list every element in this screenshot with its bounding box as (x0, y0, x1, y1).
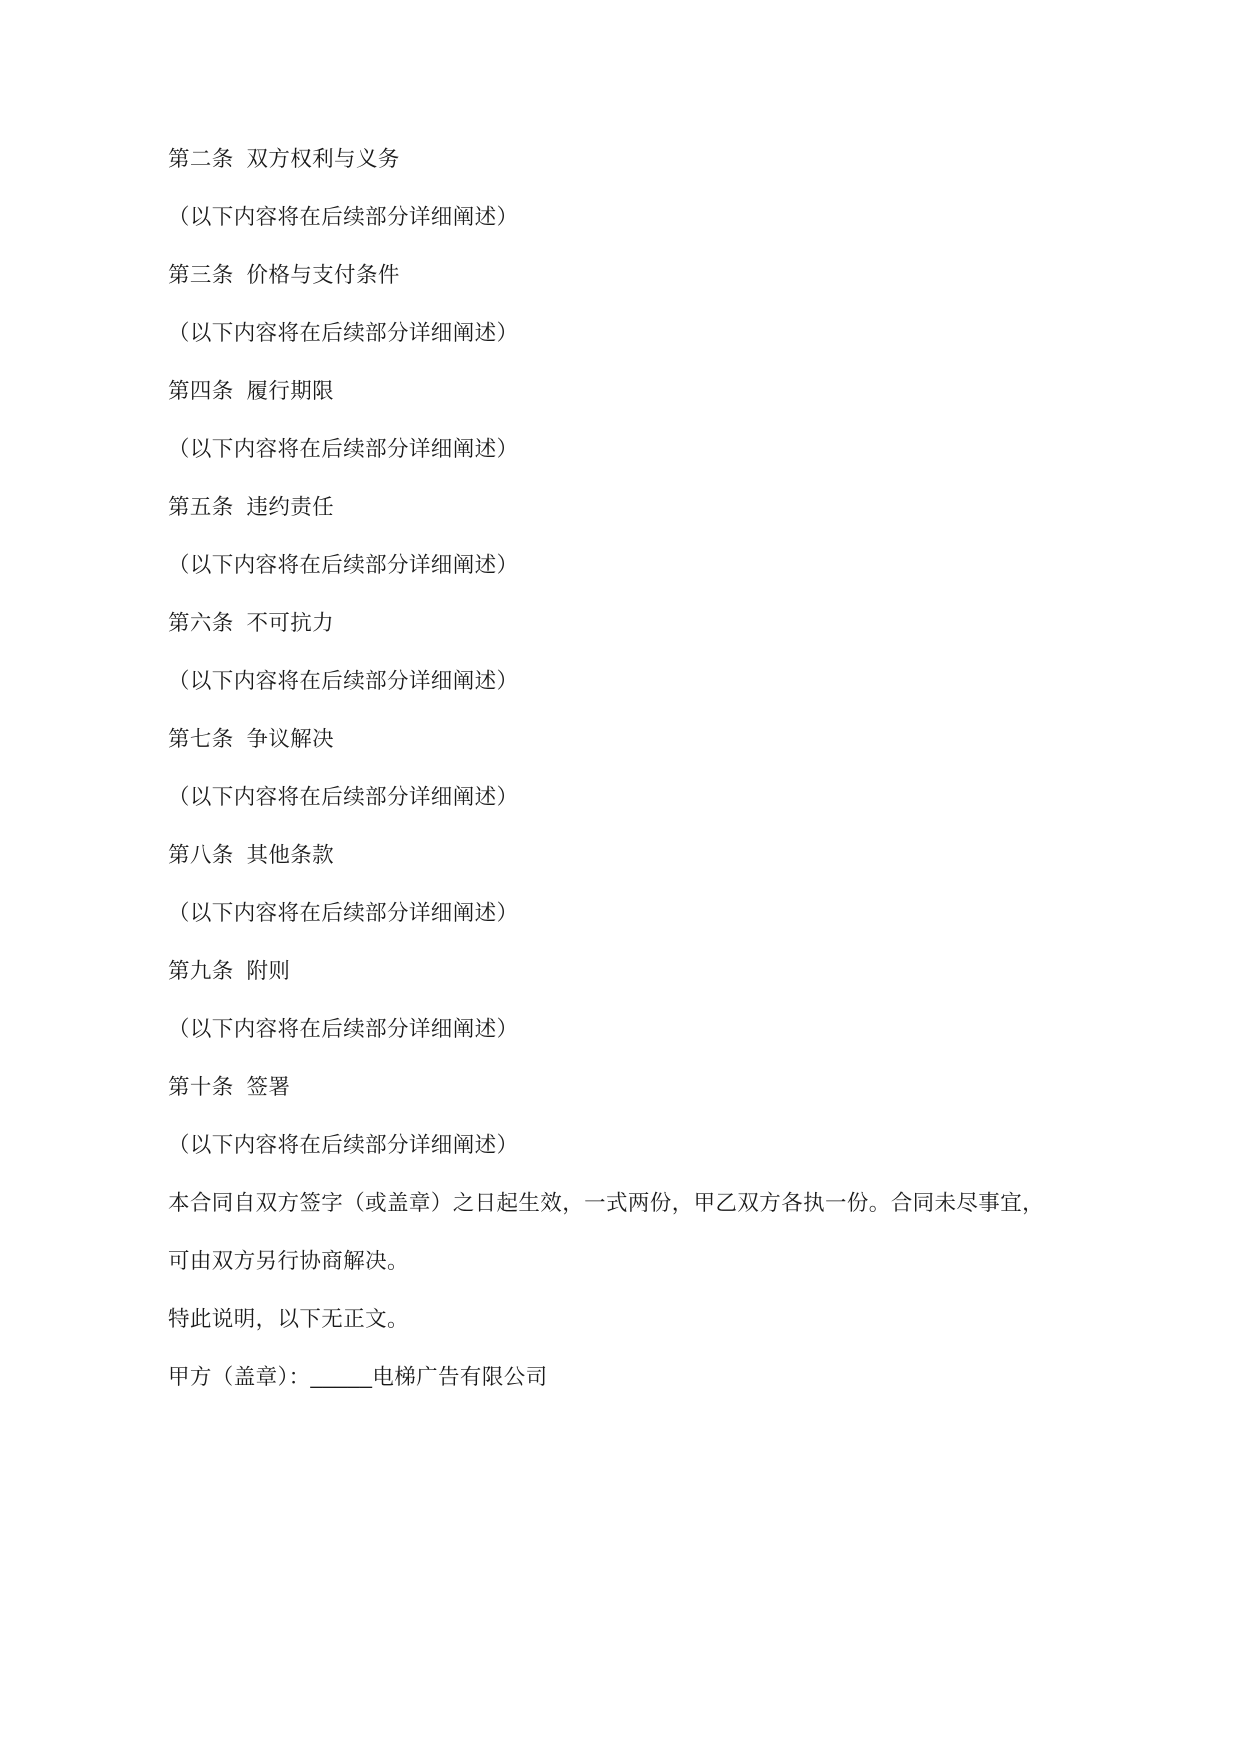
clause-6-title: 第六条 不可抗力 (168, 611, 335, 635)
clause-2-note: （以下内容将在后续部分详细阐述） (168, 205, 519, 229)
party-a-signature: 甲方（盖章）：_____电梯广告有限公司 (168, 1365, 548, 1389)
clause-8-note: （以下内容将在后续部分详细阐述） (168, 901, 519, 925)
clause-4-note: （以下内容将在后续部分详细阐述） (168, 437, 519, 461)
clause-5-note: （以下内容将在后续部分详细阐述） (168, 553, 519, 577)
clause-9-note: （以下内容将在后续部分详细阐述） (168, 1017, 519, 1041)
clause-3-note: （以下内容将在后续部分详细阐述） (168, 321, 519, 345)
clause-2-title: 第二条 双方权利与义务 (168, 147, 400, 171)
clause-5-title: 第五条 违约责任 (168, 495, 335, 519)
clause-7-note: （以下内容将在后续部分详细阐述） (168, 785, 519, 809)
clause-10-note: （以下内容将在后续部分详细阐述） (168, 1133, 519, 1157)
statement-paragraph: 特此说明，以下无正文。 (168, 1307, 409, 1331)
effect-paragraph: 本合同自双方签字（或盖章）之日起生效，一式两份，甲乙双方各执一份。合同未尽事宜，可由双方另行协商解决。 (168, 1191, 1045, 1273)
clause-3-title: 第三条 价格与支付条件 (168, 263, 400, 287)
document-body (168, 130, 1090, 1406)
clause-8-title: 第八条 其他条款 (168, 843, 335, 867)
clause-7-title: 第七条 争议解决 (168, 727, 335, 751)
clause-6-note: （以下内容将在后续部分详细阐述） (168, 669, 519, 693)
clause-4-title: 第四条 履行期限 (168, 379, 335, 403)
clause-9-title: 第九条 附则 (168, 959, 291, 983)
clause-10-title: 第十条 签署 (168, 1075, 291, 1099)
